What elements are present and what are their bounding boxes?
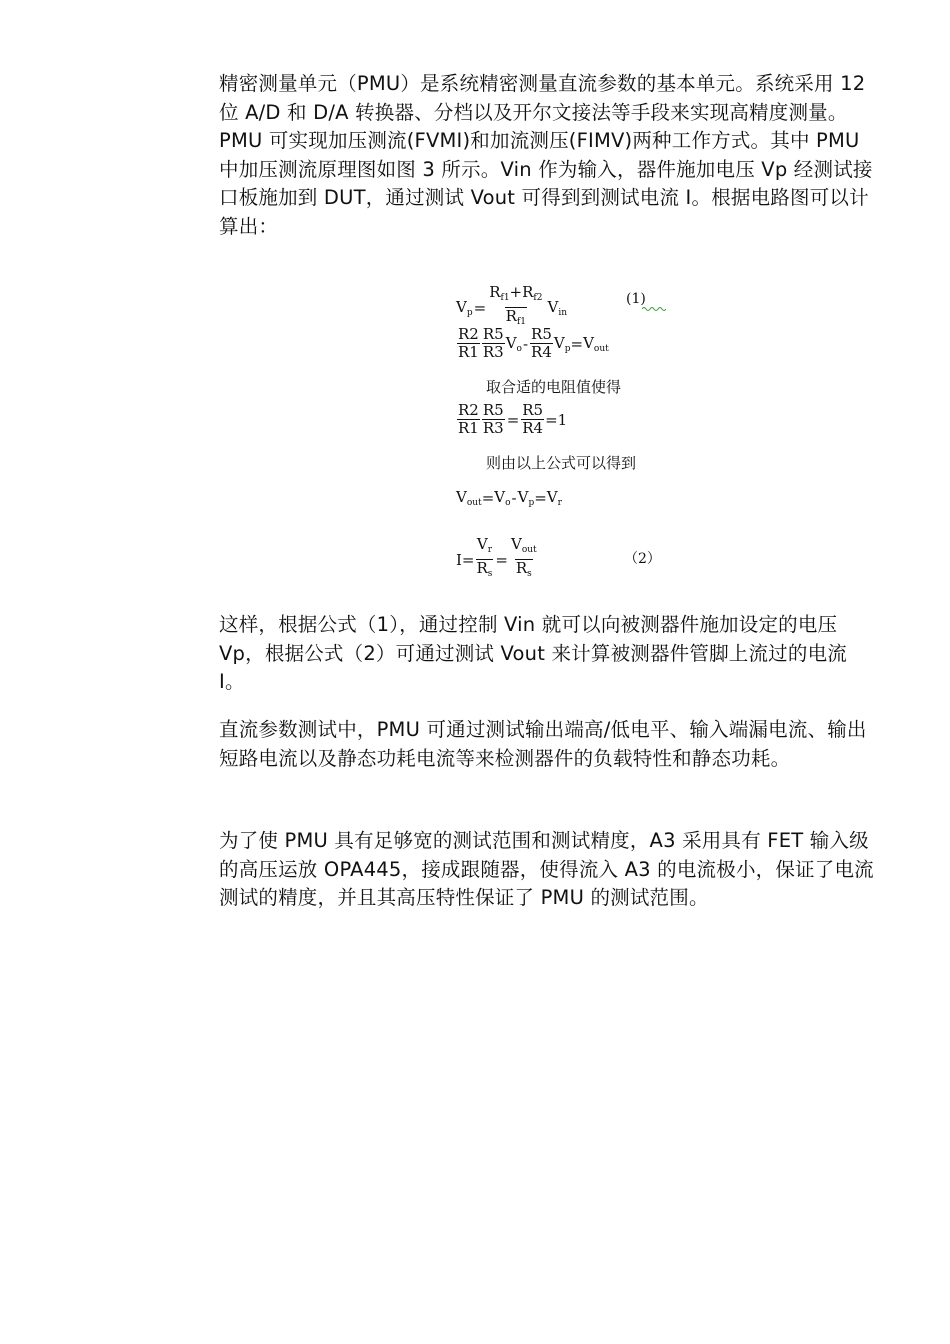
paragraph-dc-test: 直流参数测试中，PMU 可通过测试输出端高/低电平、输入端漏电流、输出短路电流以及静态功耗电流等来检测器件的负载特性和静态功耗。 bbox=[219, 718, 867, 770]
eq1-lhs: $V_p$ bbox=[456, 297, 473, 318]
eq1-fraction: $\frac{R_{f1}+R_{f2}}{R_{f1}}$ bbox=[488, 284, 543, 331]
equation-1-label: (1) bbox=[626, 291, 646, 307]
spellcheck-squiggle-icon bbox=[642, 306, 666, 312]
equation-vout: $\frac{R2}{R1}$ $\frac{R5}{R3}$ $V_o$ - $\frac{R5}{R4}$ $V_p$ = $V_{out}$ bbox=[458, 325, 609, 361]
equation-2-label: （2） bbox=[624, 551, 661, 567]
paragraph-pmu-intro: 精密测量单元（PMU）是系统精密测量直流参数的基本单元。系统采用 12 位 A/D 和 D/A 转换器、分档以及开尔文接法等手段来实现高精度测量。PMU 可实现加压测流(FVMI)和加流测压(FIMV)两种工作方式。其中 PMU 中加压测流原理图如图 3 所示。Vin 作为输入，器件施加电压 Vp 经测试接口板施加到 DUT，通过测试 Vout 可得到到测试电流 I。根据电路图可以计算出： bbox=[219, 72, 873, 238]
equation-ratio: $\frac{R2}{R1}$ $\frac{R5}{R3}$ = $\frac{R5}{R4}$ =1 bbox=[458, 401, 568, 437]
equation-2: I= $\frac{V_r}{R_s}$ = $\frac{V_{out}}{R_s}$ bbox=[456, 536, 539, 583]
formula-note-2: 则由以上公式可以得到 bbox=[486, 454, 637, 472]
paragraph-opamp: 为了使 PMU 具有足够宽的测试范围和测试精度，A3 采用具有 FET 输入级的高压运放 OPA445，接成跟随器，使得流入 A3 的电流极小，保证了电流测试的精度，并且其高压特性保证了 PMU 的测试范围。 bbox=[219, 829, 874, 909]
formula-block bbox=[456, 278, 716, 598]
eq1-rhs: $V_{in}$ bbox=[547, 297, 568, 318]
paragraph-formula-explanation: 这样，根据公式（1），通过控制 Vin 就可以向被测器件施加设定的电压 Vp，根据公式（2）可通过测试 Vout 来计算被测器件管脚上流过的电流 I。 bbox=[219, 613, 854, 693]
equation-vr: $V_{out}$ = $V_o$ - $V_p$ = $V_r$ bbox=[456, 488, 562, 508]
formula-note-1: 取合适的电阻值使得 bbox=[486, 378, 622, 396]
equation-1: $V_p$ = $\frac{R_{f1}+R_{f2}}{R_{f1}}$ $V_{in}$ bbox=[456, 284, 567, 331]
